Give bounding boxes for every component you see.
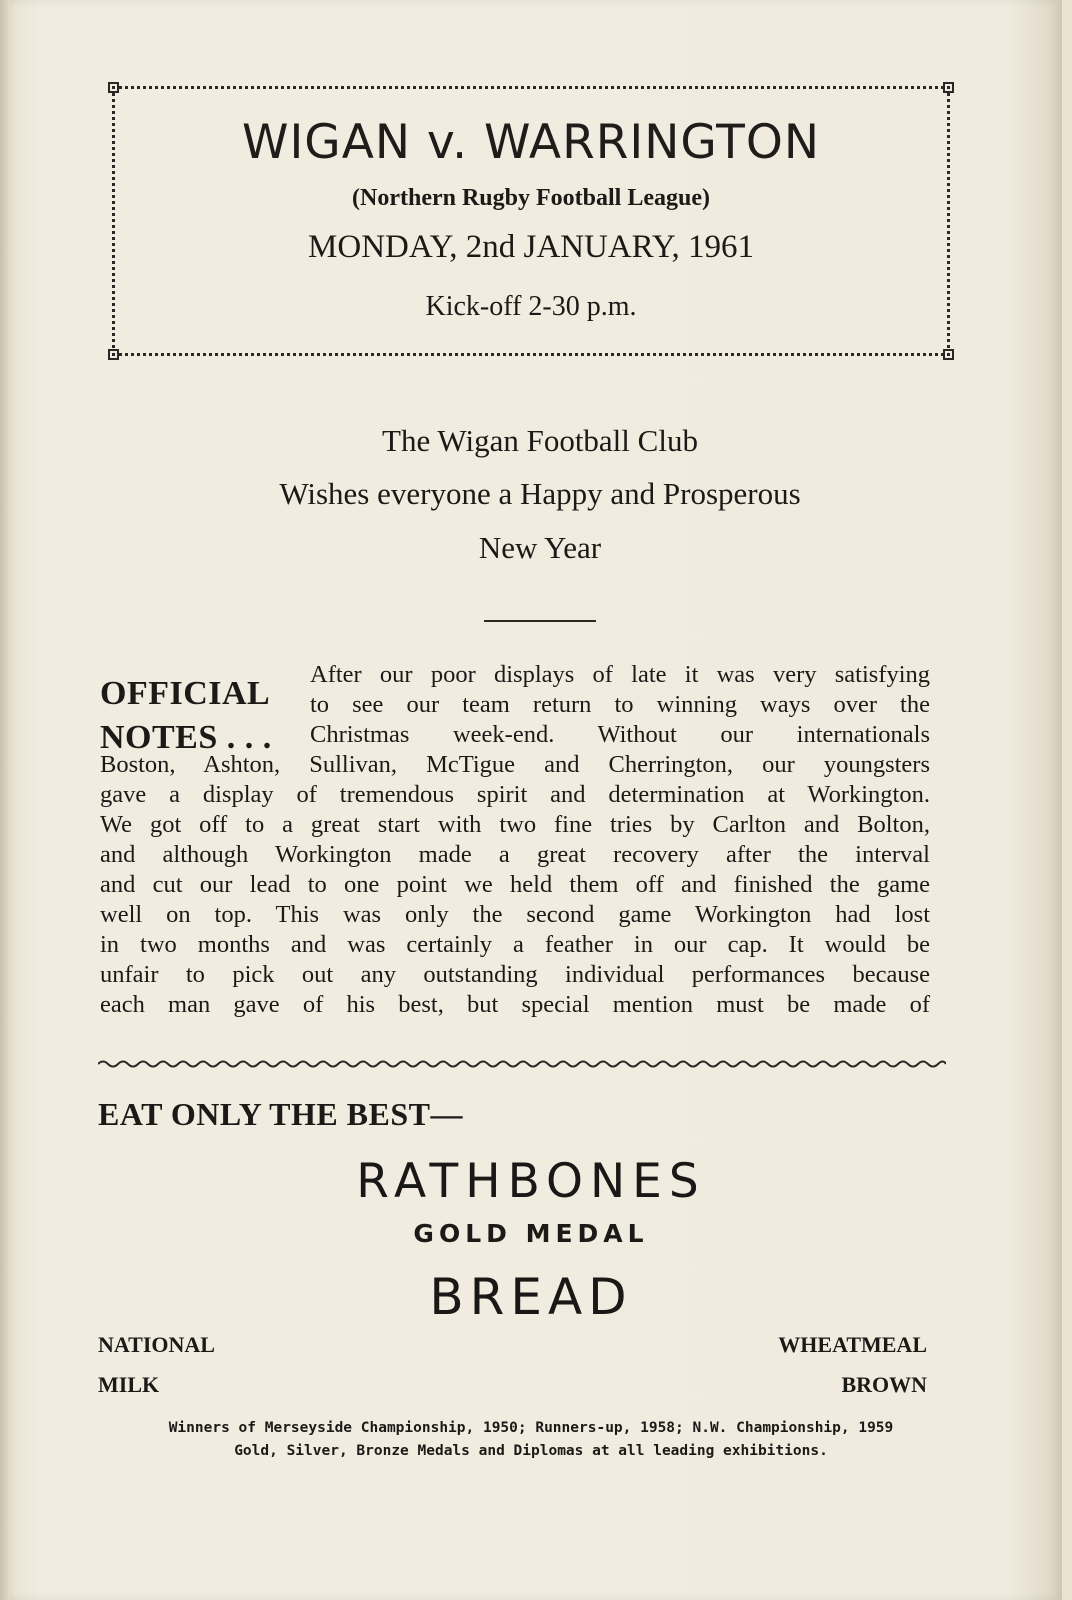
notes-text-line: in two months and was certainly a feather in our cap. It would be [100,931,930,958]
notes-text-line: After our poor displays of late it was very satisfying [310,661,930,688]
notes-text-line: unfair to pick out any outstanding individual performances because [100,961,930,988]
advert-footer-line: Gold, Silver, Bronze Medals and Diplomas at all leading exhibitions. [234,1443,828,1459]
bread-variety-label: NATIONAL [98,1332,215,1357]
bread-variety-label: MILK [98,1372,160,1397]
page-spine [0,0,10,1600]
bread-variety-label: WHEATMEAL [778,1332,927,1357]
corner-ornament [943,82,954,93]
match-date: MONDAY, 2nd JANUARY, 1961 [308,229,754,265]
advert-tagline: EAT ONLY THE BEST— [98,1096,463,1132]
greeting-line: New Year [478,530,602,565]
notes-text-line: to see our team return to winning ways over the [310,691,930,718]
corner-ornament [943,349,954,360]
corner-ornament [108,82,119,93]
advert-brand: RATHBONES [356,1154,706,1209]
notes-text-line: and cut our lead to one point we held them off and finished the game [100,871,930,898]
wavy-divider [98,1058,946,1070]
notes-text-line: Boston, Ashton, Sullivan, McTigue and Cherrington, our youngsters [100,751,930,778]
notes-text-line: and although Workington made a great recovery after the interval [100,841,930,868]
notes-text-line: well on top. This was only the second game Workington had lost [100,901,930,928]
advert-footer-line: Winners of Merseyside Championship, 1950; Runners-up, 1958; N.W. Championship, 1959 [168,1420,894,1436]
kickoff-time: Kick-off 2-30 p.m. [425,291,637,322]
bread-variety-label: BROWN [841,1372,927,1397]
notes-text-line: each man gave of his best, but special mention must be made of [100,991,930,1018]
section-divider [484,620,596,622]
notes-text-line: We got off to a great start with two fine tries by Carlton and Bolton, [100,811,930,838]
notes-text-line: Christmas week-end. Without our internationals [310,721,930,748]
official-notes-heading [100,672,300,760]
notes-heading-line: NOTES . . . [100,719,272,756]
notes-text-line: gave a display of tremendous spirit and determination at Workington. [100,781,930,808]
greeting-line: Wishes everyone a Happy and Prosperous [279,476,801,511]
advert-product: BREAD [429,1268,633,1326]
match-header-box [112,86,950,356]
corner-ornament [108,349,119,360]
league-name: (Northern Rugby Football League) [352,185,710,211]
match-title: WIGAN v. WARRINGTON [241,115,821,170]
advert-subtitle: GOLD MEDAL [413,1219,649,1248]
notes-heading-line: OFFICIAL [100,675,271,712]
greeting-line: The Wigan Football Club [382,423,698,458]
